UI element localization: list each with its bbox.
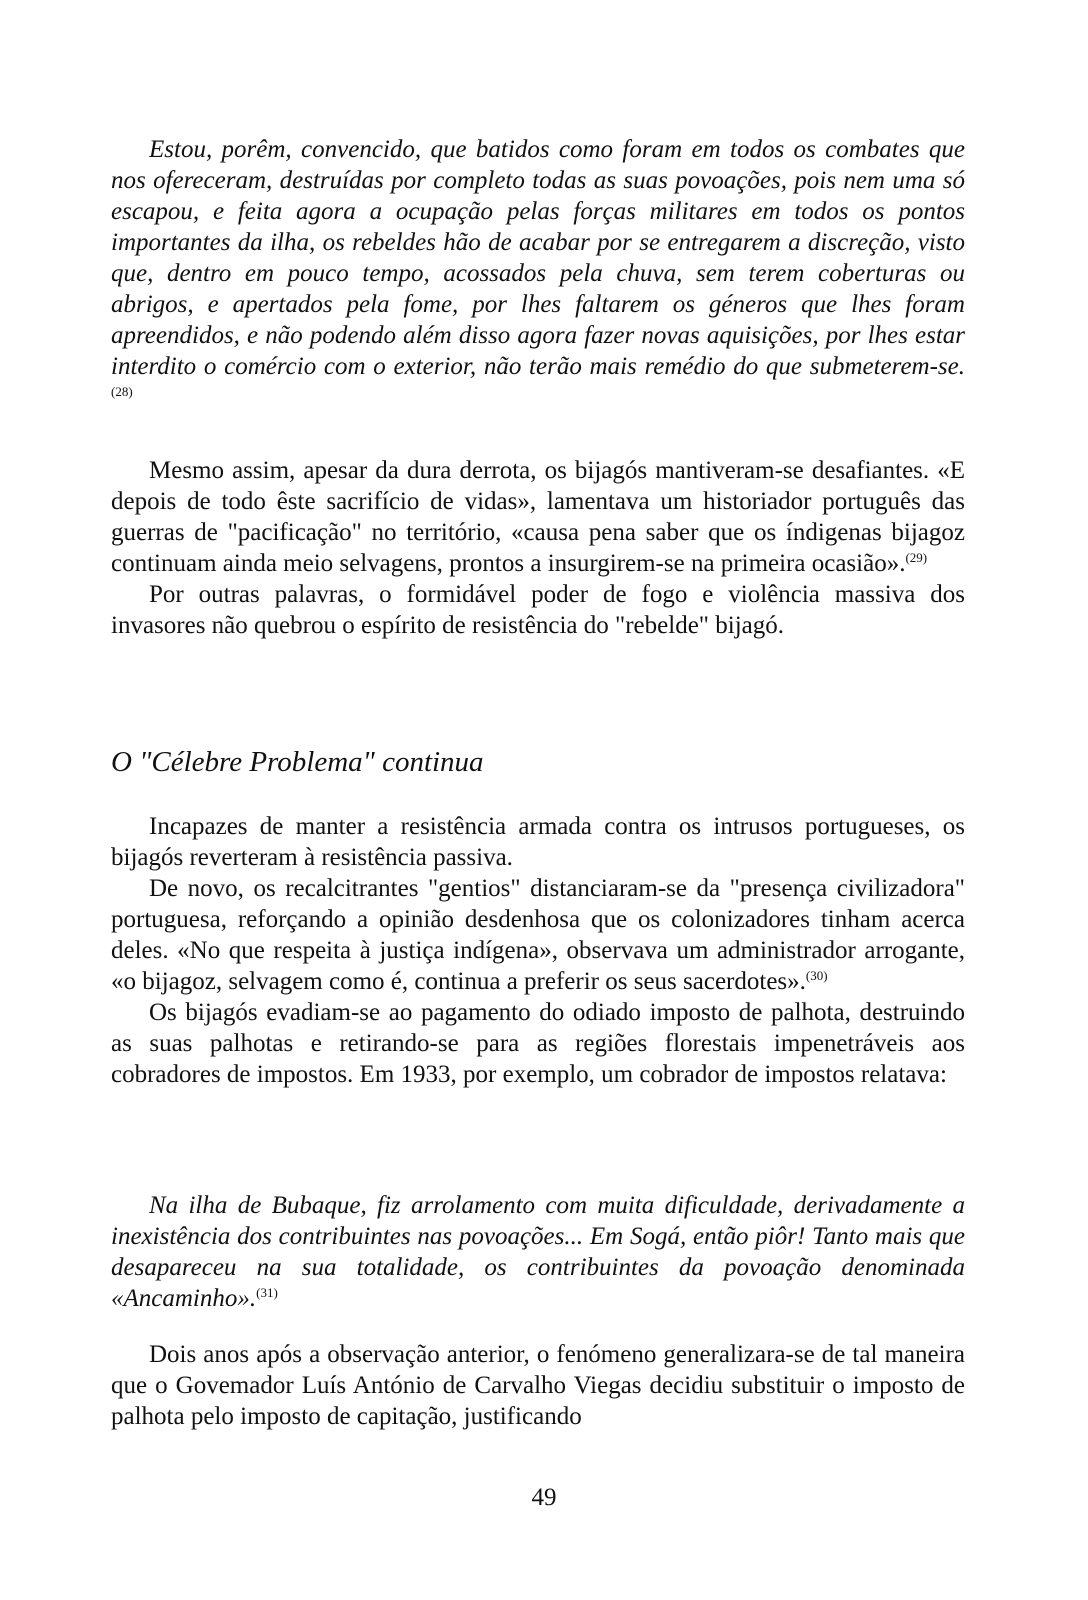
quote-text: Na ilha de Bubaque, fiz arrolamento com muita dificuldade, derivadamente a inexistência dos contribuintes nas povoações... Em Sogá, então piôr! Tanto mais que desapareceu na sua totalidade, os contribuintes da povoação denominada «Ancaminho». (111, 1192, 965, 1312)
body-text-section-3 (111, 1339, 965, 1432)
paragraph-defiance (111, 455, 965, 579)
paragraph-civilizing-presence (111, 873, 965, 997)
quote-text: Estou, porêm, convencido, que batidos como foram em todos os combates que nos ofereceram, destruídas por completo todas as suas povoações, pois nem uma só escapou, e feita agora a ocupação pelas forças militares em todos os pontos importantes da ilha, os rebeldes hão de acabar por se entregarem a discreção, visto que, dentro em pouco tempo, acossados pela chuva, sem terem coberturas ou abrigos, e apertados pela fome, por lhes faltarem os géneros que lhes foram apreendidos, e não podendo além disso agora fazer novas aquisições, por lhes estar interdito o comércio com o exterior, não terão mais remédio do que submeterem-se. (111, 136, 965, 380)
body-text-section-2 (111, 811, 965, 1090)
section-heading: O "Célebre Problema" continua (111, 746, 484, 778)
footnote-ref-29: (29) (905, 550, 928, 565)
footnote-ref-30: (30) (805, 968, 828, 983)
paragraph-hut-tax: Os bijagós evadiam-se ao pagamento do odiado imposto de palhota, destruindo as suas palhotas e retirando-se para as regiões florestais impenetráveis aos cobradores de impostos. Em 1933, por exemplo, um cobrador de impostos relatava: (111, 999, 965, 1088)
quote-paragraph (111, 1190, 965, 1314)
page-number: 49 (531, 1484, 557, 1511)
paragraph-text: De novo, os recalcitrantes "gentios" distanciaram-se da "presença civilizadora" portuguesa, reforçando a opinião desdenhosa que os colonizadores tinham acerca deles. «No que respeita à justiça indígena», observava um administrador arrogante, «o bijagoz, selvagem como é, continua a preferir os seus sacerdotes». (111, 875, 965, 995)
paragraph-passive-resistance: Incapazes de manter a resistência armada contra os intrusos portugueses, os bijagós reverteram à resistência passiva. (111, 813, 965, 871)
body-text-section-1 (111, 455, 965, 641)
paragraph-capitation-tax: Dois anos após a observação anterior, o fenómeno generalizara-se de tal maneira que o Govemador Luís António de Carvalho Viegas decidiu substituir o imposto de palhota pelo imposto de capitação, justificando (111, 1341, 965, 1430)
block-quote-tax-collector (111, 1190, 965, 1314)
footnote-ref-31: (31) (256, 1285, 278, 1300)
paragraph-resistance-spirit: Por outras palavras, o formidável poder de fogo e violência massiva dos invasores não quebrou o espírito de resistência do "rebelde" bijagó. (111, 581, 965, 639)
footnote-ref-28: (28) (111, 384, 133, 399)
quote-paragraph (111, 134, 965, 413)
paragraph-text: Mesmo assim, apesar da dura derrota, os bijagós mantiveram-se desafiantes. «E depois de todo êste sacrifício de vidas», lamentava um historiador português das guerras de "pacificação" no território, «causa pena saber que os índigenas bijagoz continuam ainda meio selvagens, prontos a insurgirem-se na primeira ocasião». (111, 457, 965, 577)
block-quote-governor-report (111, 134, 965, 413)
